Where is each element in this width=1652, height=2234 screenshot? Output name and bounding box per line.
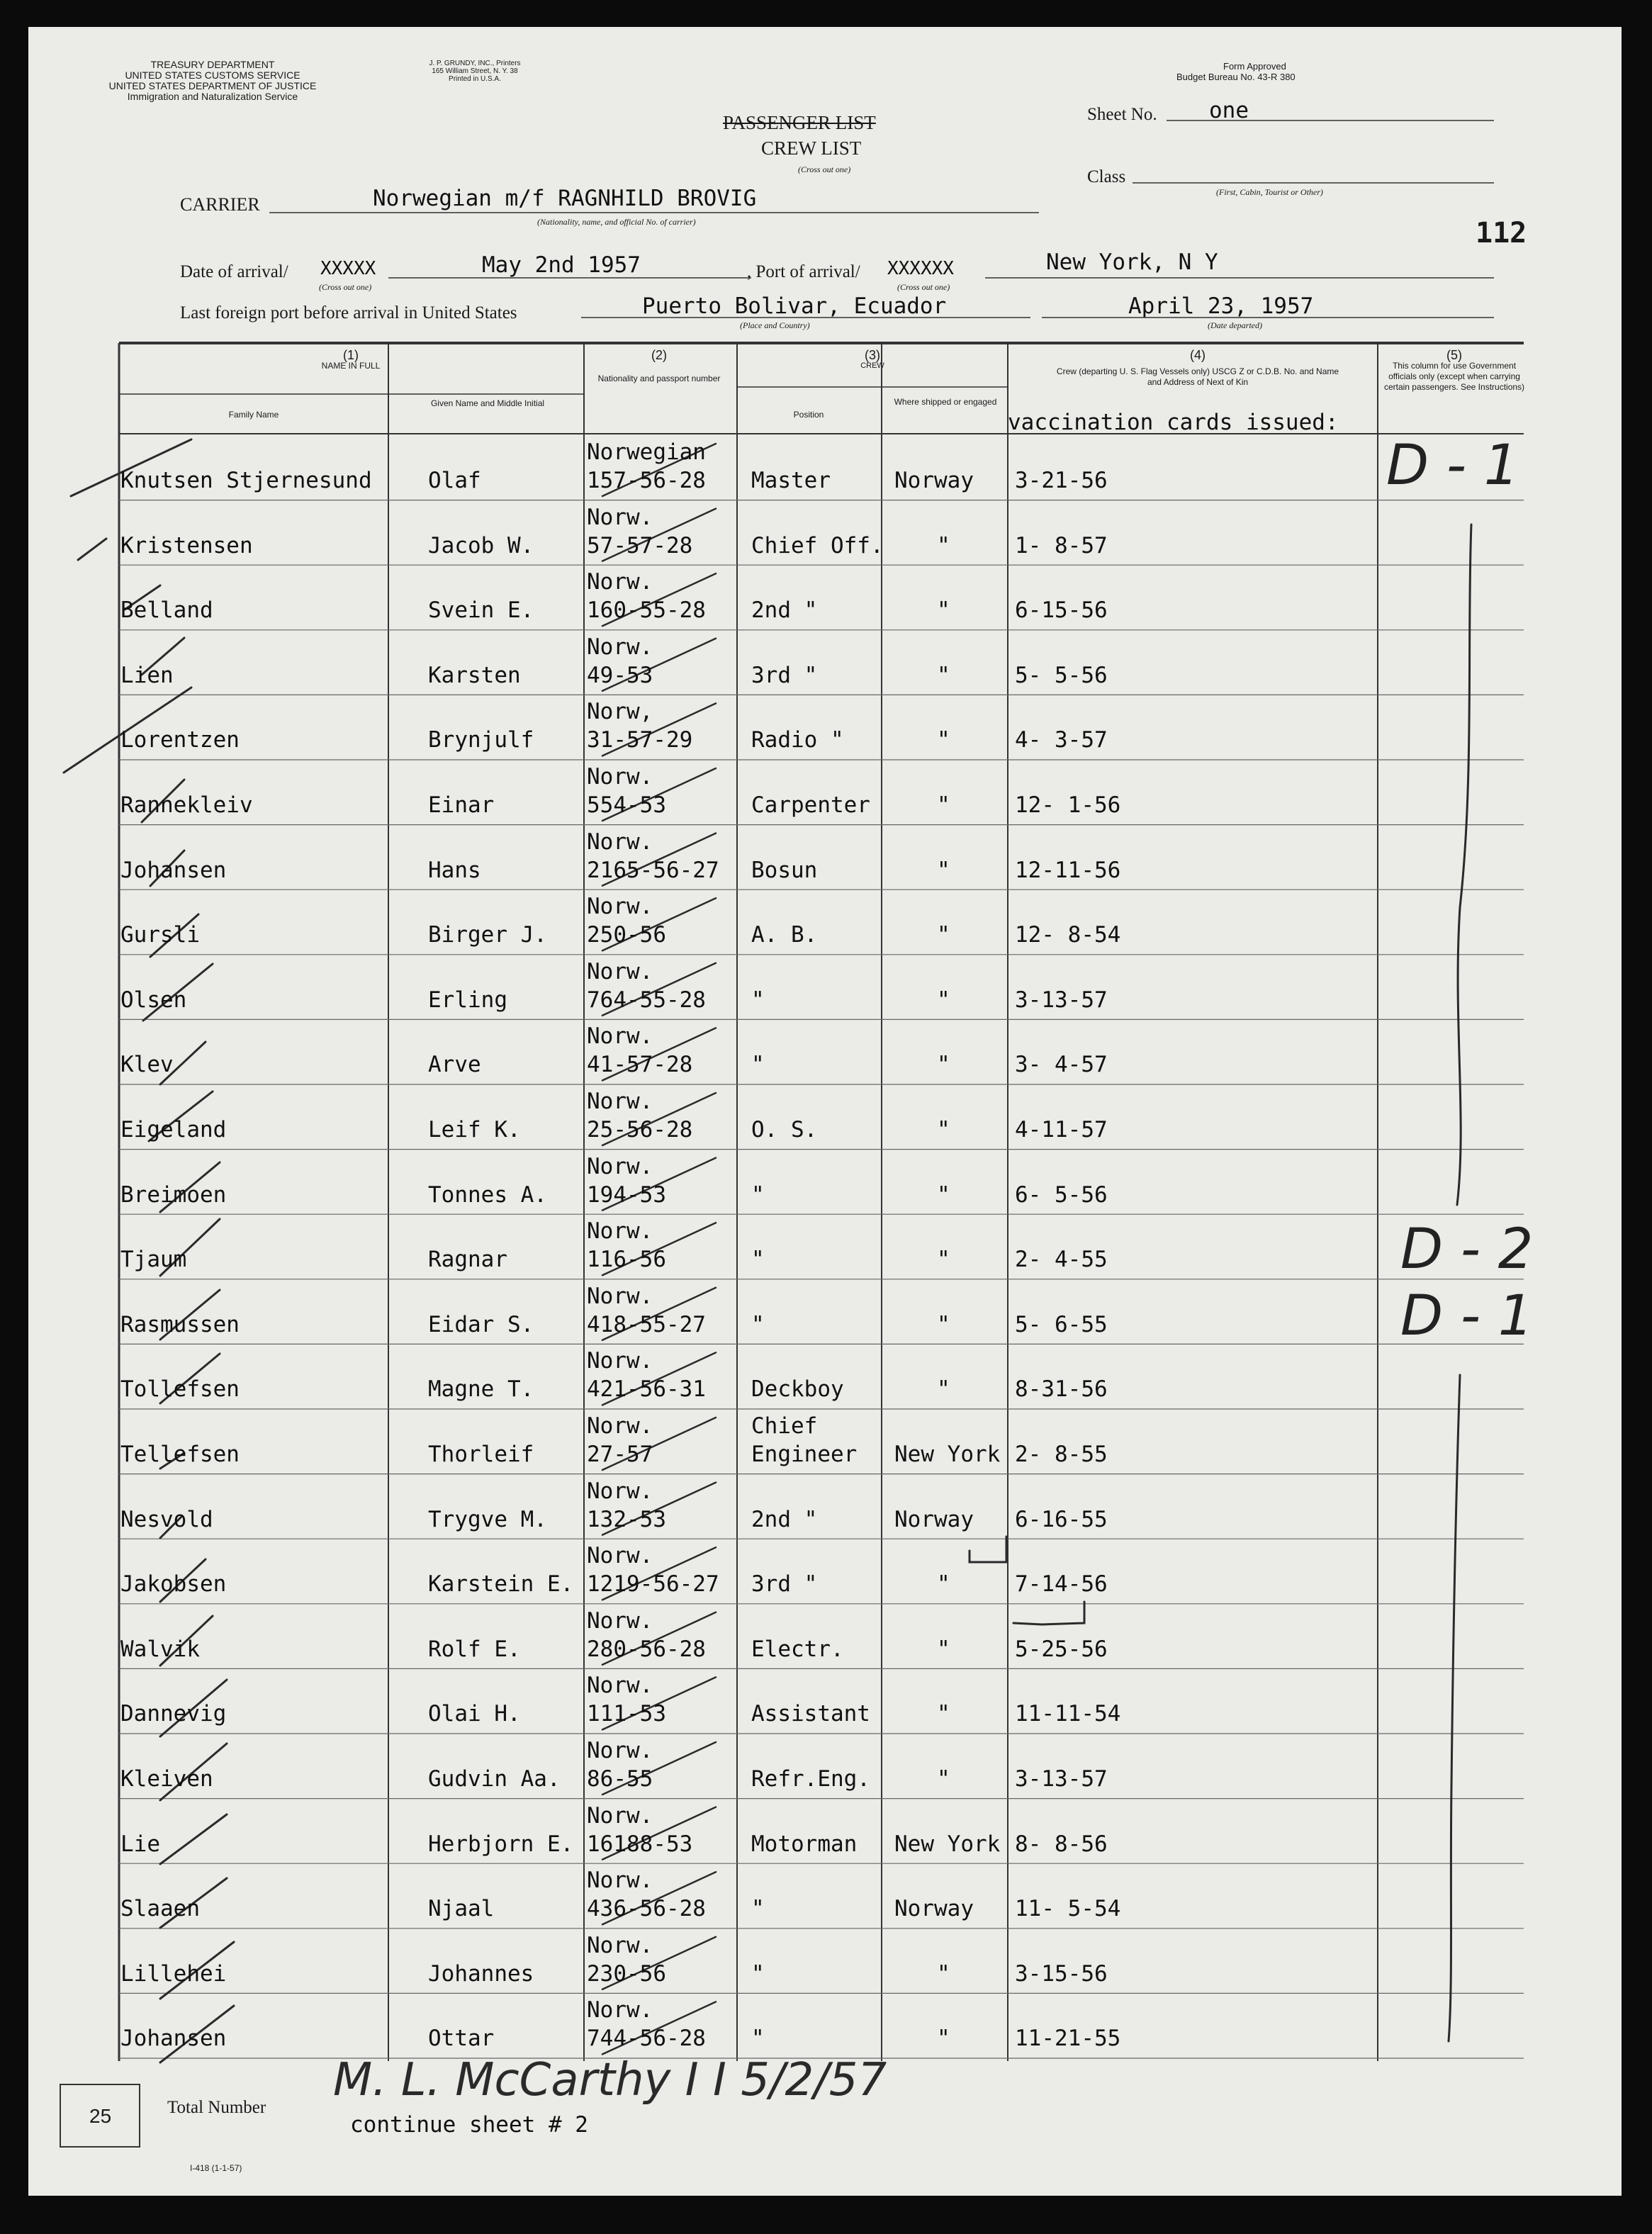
col3-header: (3) CREW: [860, 348, 884, 370]
given-name: Einar: [428, 792, 495, 818]
where-shipped: Norway: [894, 1896, 974, 1922]
family-name: Breimoen: [120, 1181, 227, 1208]
given-name: Hans: [428, 857, 481, 883]
given-name: Rolf E.: [428, 1636, 521, 1662]
vaccination-date: 6-16-55: [1015, 1506, 1108, 1532]
class-caption: (First, Cabin, Tourist or Other): [1216, 187, 1323, 197]
passport-number: 280-56-28: [587, 1636, 706, 1662]
vaccination-date: 4-11-57: [1015, 1117, 1108, 1143]
passport-number: 25-56-28: [587, 1117, 693, 1143]
last-port-value: Puerto Bolivar, Ecuador: [642, 293, 947, 319]
given-name: Olaf: [428, 468, 481, 493]
passport-number: 160-55-28: [587, 597, 706, 624]
given-name: Ragnar: [428, 1247, 507, 1273]
nationality: Norw.: [587, 1738, 653, 1763]
position: Master: [751, 468, 831, 493]
where-shipped: ": [937, 727, 950, 753]
passport-number: 764-55-28: [587, 987, 706, 1013]
passport-number: 41-57-28: [587, 1052, 693, 1078]
passport-number: 86-55: [587, 1766, 653, 1792]
position: 2nd ": [751, 597, 818, 624]
carrier-caption: (Nationality, name, and official No. of carrier): [537, 217, 696, 227]
vaccination-date: 11- 5-54: [1015, 1896, 1121, 1922]
where-shipped: ": [937, 1311, 950, 1337]
where-shipped: ": [937, 1701, 950, 1727]
position: ": [751, 1960, 765, 1987]
nationality: Norw.: [587, 504, 653, 530]
carrier-value: Norwegian m/f RAGNHILD BROVIG: [373, 186, 757, 211]
where-shipped: ": [937, 1181, 950, 1208]
vaccination-date: 3-13-57: [1015, 987, 1108, 1013]
where-shipped: ": [937, 987, 950, 1013]
family-name: Tellefsen: [120, 1442, 240, 1467]
position: ": [751, 1311, 765, 1337]
agency-block: TREASURY DEPARTMENT UNITED STATES CUSTOMS SERVICE UNITED STATES DEPARTMENT OF JUSTICE Immigration and Naturalization Service: [108, 59, 317, 102]
given-name: Birger J.: [428, 922, 547, 948]
col1-header: (1) NAME IN FULL: [321, 348, 381, 371]
nationality: Norw.: [587, 894, 653, 920]
col4-header: (4) Crew (departing U. S. Flag Vessels only) USCG Z or C.D.B. No. and Name and Address of Next of Kin: [1056, 348, 1339, 387]
given-name: Leif K.: [428, 1117, 521, 1143]
nationality: Norw.: [587, 829, 653, 855]
vaccination-date: 11-21-55: [1015, 2026, 1121, 2052]
passport-number: 49-53: [587, 662, 653, 688]
vaccination-date: 11-11-54: [1015, 1701, 1121, 1727]
passport-number: 250-56: [587, 922, 666, 948]
vaccination-date: 7-14-56: [1015, 1571, 1108, 1598]
vaccination-date: 5- 6-55: [1015, 1311, 1108, 1337]
passport-number: 230-56: [587, 1960, 666, 1987]
where-shipped: ": [937, 1960, 950, 1987]
position: O. S.: [751, 1117, 818, 1143]
passport-number: 111-53: [587, 1701, 666, 1727]
passport-number: 436-56-28: [587, 1896, 706, 1922]
nationality: Norw,: [587, 699, 653, 725]
total-number-value: 25: [89, 2105, 112, 2127]
family-name: Johansen: [120, 857, 227, 883]
col4-typed-note: vaccination cards issued:: [1008, 410, 1339, 435]
family-name: Rannekleiv: [120, 792, 253, 818]
last-port-caption: (Place and Country): [740, 320, 810, 330]
vaccination-date: 1- 8-57: [1015, 532, 1108, 558]
vaccination-date: 3-13-57: [1015, 1766, 1108, 1792]
position: 2nd ": [751, 1506, 818, 1532]
given-name: Arve: [428, 1052, 481, 1078]
position: ": [751, 1896, 765, 1922]
nationality: Norw.: [587, 1997, 653, 2023]
family-name: Walvik: [120, 1636, 200, 1662]
nationality: Norw.: [587, 1218, 653, 1245]
date-label: Date of arrival/: [180, 262, 288, 281]
nationality: Norw.: [587, 1802, 653, 1829]
nationality: Norw.: [587, 1932, 653, 1958]
position: Motorman: [751, 1831, 858, 1857]
given-name: Eidar S.: [428, 1311, 534, 1337]
family-name: Belland: [120, 597, 213, 624]
family-name: Kristensen: [120, 532, 253, 558]
vaccination-date: 8-31-56: [1015, 1376, 1108, 1403]
vaccination-date: 6- 5-56: [1015, 1181, 1108, 1208]
where-shipped: ": [937, 2026, 950, 2052]
passport-number: 421-56-31: [587, 1376, 706, 1403]
passport-number: 744-56-28: [587, 2026, 706, 2052]
nationality: Norw.: [587, 1868, 653, 1894]
official-mark-d2: D - 2: [1400, 1218, 1534, 1281]
date-struck: XXXXX: [320, 258, 376, 279]
nationality: Norwegian: [587, 439, 706, 465]
nationality: Norw.: [587, 764, 653, 790]
official-bracket-top: [1457, 524, 1471, 1205]
vaccination-date: 5- 5-56: [1015, 662, 1108, 688]
vaccination-date: 12- 8-54: [1015, 922, 1121, 948]
where-shipped: New York: [894, 1442, 1001, 1467]
passport-number: 2165-56-27: [587, 857, 719, 883]
nationality: Norw.: [587, 1153, 653, 1179]
given-name: Brynjulf: [428, 727, 534, 753]
where-shipped: ": [937, 532, 950, 558]
family-name: Knutsen Stjernesund: [120, 468, 372, 493]
vaccination-date: 8- 8-56: [1015, 1831, 1108, 1857]
nationality: Norw.: [587, 634, 653, 660]
nationality: Norw.: [587, 1283, 653, 1309]
vaccination-date: 4- 3-57: [1015, 727, 1108, 753]
position: ": [751, 1052, 765, 1078]
passport-number: 57-57-28: [587, 532, 693, 558]
family-name: Lillehei: [120, 1960, 227, 1987]
position: Radio ": [751, 727, 844, 753]
carrier-label: CARRIER: [180, 194, 260, 215]
col2-header: (2) Nationality and passport number: [597, 348, 721, 383]
given-name: Gudvin Aa.: [428, 1766, 561, 1792]
family-name: Eigeland: [120, 1117, 227, 1143]
position: Deckboy: [751, 1376, 844, 1403]
form-approved: Form Approved Budget Bureau No. 43-R 380: [1176, 61, 1296, 82]
where-shipped: ": [937, 1052, 950, 1078]
family-name: Rasmussen: [120, 1311, 240, 1337]
position-line-1: Chief: [751, 1413, 818, 1439]
where-shipped: New York: [894, 1831, 1001, 1857]
nationality: Norw.: [587, 1673, 653, 1699]
nationality: Norw.: [587, 958, 653, 984]
tick-mark: [1013, 1602, 1084, 1624]
nationality: Norw.: [587, 1348, 653, 1374]
date-value: May 2nd 1957: [482, 252, 641, 278]
family-name: Lie: [120, 1831, 160, 1857]
col3b-header: Where shipped or engaged: [894, 397, 997, 407]
given-name: Karsten: [428, 662, 521, 688]
nationality: Norw.: [587, 1089, 653, 1114]
printer-block: J. P. GRUNDY, INC., Printers 165 William Street, N. Y. 38 Printed in U.S.A.: [429, 60, 521, 83]
vaccination-date: 12- 1-56: [1015, 792, 1121, 818]
given-name: Njaal: [428, 1896, 495, 1922]
title-passenger-list: PASSENGER LIST: [723, 112, 876, 133]
vaccination-date: 3-21-56: [1015, 468, 1108, 493]
tick-mark: [970, 1537, 1006, 1562]
where-shipped: ": [937, 1376, 950, 1403]
where-shipped: ": [937, 1766, 950, 1792]
title-caption: (Cross out one): [798, 164, 851, 174]
given-name: Olai H.: [428, 1701, 521, 1727]
family-name: Lorentzen: [120, 727, 240, 753]
family-name: Olsen: [120, 987, 187, 1013]
where-shipped: Norway: [894, 1506, 974, 1532]
family-name: Kleiven: [120, 1766, 213, 1792]
official-mark-d1-mid: D - 1: [1400, 1284, 1534, 1348]
check-mark: [160, 1814, 227, 1864]
class-label: Class: [1087, 167, 1126, 186]
family-name: Dannevig: [120, 1701, 227, 1727]
date-cross-caption: (Cross out one): [319, 282, 372, 292]
vaccination-date: 6-15-56: [1015, 597, 1108, 624]
last-port-label: Last foreign port before arrival in United States: [180, 303, 517, 322]
passport-number: 418-55-27: [587, 1311, 706, 1337]
official-bracket-bottom: [1449, 1375, 1460, 2041]
vaccination-date: 3- 4-57: [1015, 1052, 1108, 1078]
family-name: Tollefsen: [120, 1376, 240, 1403]
family-name: Tjaum: [120, 1247, 187, 1273]
given-name: Jacob W.: [428, 532, 534, 558]
given-name: Magne T.: [428, 1376, 534, 1403]
departed-value: April 23, 1957: [1128, 293, 1314, 319]
nationality: Norw.: [587, 569, 653, 595]
family-name: Jakobsen: [120, 1571, 227, 1598]
vaccination-date: 2- 4-55: [1015, 1247, 1108, 1273]
departed-caption: (Date departed): [1208, 320, 1262, 330]
position: Assistant: [751, 1701, 870, 1727]
position: Bosun: [751, 857, 818, 883]
col1a-header: Family Name: [228, 410, 279, 420]
port-label: , Port of arrival/: [747, 262, 860, 281]
nationality: Norw.: [587, 1543, 653, 1569]
where-shipped: ": [937, 597, 950, 624]
total-number-label: Total Number: [167, 2098, 266, 2117]
given-name: Svein E.: [428, 597, 534, 624]
passport-number: 27-57: [587, 1442, 653, 1467]
family-name: Nesvold: [120, 1506, 213, 1532]
position: 3rd ": [751, 1571, 818, 1598]
port-struck: XXXXXX: [887, 258, 954, 279]
position: Engineer: [751, 1442, 858, 1467]
position: ": [751, 1181, 765, 1208]
vaccination-date: 3-15-56: [1015, 1960, 1108, 1987]
position: Electr.: [751, 1636, 844, 1662]
position: ": [751, 1247, 765, 1273]
form-code: I-418 (1-1-57): [190, 2163, 242, 2173]
where-shipped: Norway: [894, 468, 974, 493]
passport-number: 132-53: [587, 1506, 666, 1532]
given-name: Tonnes A.: [428, 1181, 547, 1208]
vaccination-date: 2- 8-55: [1015, 1442, 1108, 1467]
where-shipped: ": [937, 1636, 950, 1662]
given-name: Erling: [428, 987, 507, 1013]
passport-number: 1219-56-27: [587, 1571, 719, 1598]
family-name: Slaaen: [120, 1896, 200, 1922]
sheet-value: one: [1209, 98, 1249, 123]
passport-number: 31-57-29: [587, 727, 693, 753]
where-shipped: ": [937, 857, 950, 883]
where-shipped: ": [937, 1571, 950, 1598]
where-shipped: ": [937, 922, 950, 948]
official-mark-d1-top: D - 1: [1386, 434, 1519, 498]
nationality: Norw.: [587, 1023, 653, 1050]
continue-sheet-note: continue sheet # 2: [350, 2112, 588, 2138]
position: ": [751, 987, 765, 1013]
vaccination-date: 12-11-56: [1015, 857, 1121, 883]
position: 3rd ": [751, 662, 818, 688]
where-shipped: ": [937, 662, 950, 688]
position: Carpenter: [751, 792, 870, 818]
family-name: Gursli: [120, 922, 200, 948]
family-name: Lien: [120, 662, 174, 688]
given-name: Johannes: [428, 1960, 534, 1987]
title-crew-list: CREW LIST: [761, 137, 862, 159]
where-shipped: ": [937, 792, 950, 818]
col5-header: (5) This column for use Government officials only (except when carrying certain passengers. See Instructions): [1383, 348, 1525, 392]
inspector-signature: M. L. McCarthy I I 5/2/57: [333, 2054, 887, 2106]
passport-number: 554-53: [587, 792, 666, 818]
passport-number: 157-56-28: [587, 468, 706, 493]
passport-number: 116-56: [587, 1247, 666, 1273]
given-name: Thorleif: [428, 1442, 534, 1467]
port-value: New York, N Y: [1046, 249, 1218, 275]
position: Chief Off.: [751, 532, 884, 558]
family-name: Klev: [120, 1052, 174, 1078]
port-cross-caption: (Cross out one): [897, 282, 950, 292]
position: A. B.: [751, 922, 818, 948]
stamp-number: 112: [1476, 217, 1527, 249]
position: Refr.Eng.: [751, 1766, 870, 1792]
position: ": [751, 2026, 765, 2052]
nationality: Norw.: [587, 1413, 653, 1439]
nationality: Norw.: [587, 1607, 653, 1634]
given-name: Karstein E.: [428, 1571, 574, 1598]
passport-number: 16188-53: [587, 1831, 693, 1857]
given-name: Trygve M.: [428, 1506, 547, 1532]
family-name: Johansen: [120, 2026, 227, 2052]
check-mark: [78, 539, 106, 560]
col1b-header: Given Name and Middle Initial: [430, 398, 545, 408]
vaccination-date: 5-25-56: [1015, 1636, 1108, 1662]
given-name: Herbjorn E.: [428, 1831, 574, 1857]
total-number-box: [60, 2084, 140, 2148]
nationality: Norw.: [587, 1478, 653, 1504]
where-shipped: ": [937, 1247, 950, 1273]
col3a-header: Position: [793, 410, 824, 420]
where-shipped: ": [937, 1117, 950, 1143]
passport-number: 194-53: [587, 1181, 666, 1208]
sheet-label: Sheet No.: [1087, 105, 1157, 124]
given-name: Ottar: [428, 2026, 495, 2052]
